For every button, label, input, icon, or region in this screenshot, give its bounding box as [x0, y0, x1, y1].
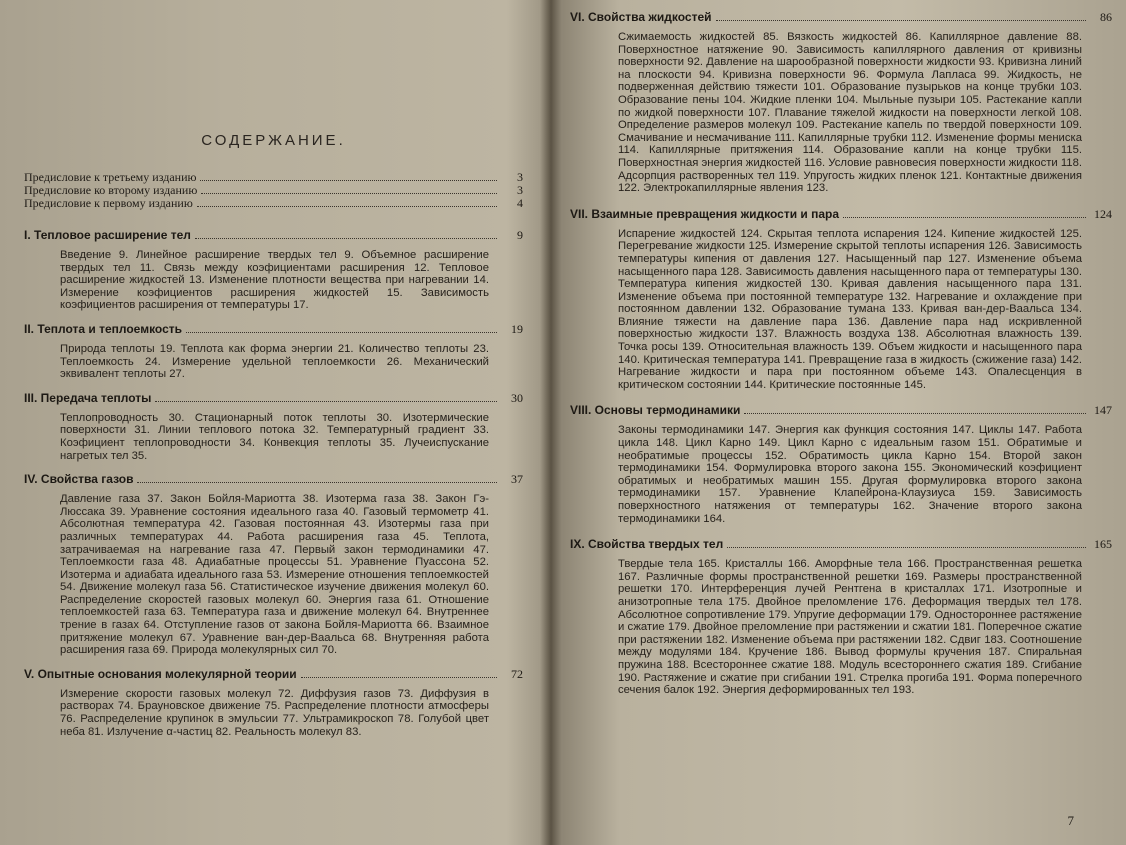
- left-page: [0, 0, 545, 845]
- chapter-heading: [24, 472, 523, 487]
- toc-title: СОДЕРЖАНИЕ.: [201, 132, 346, 149]
- chapter-title: I. Тепловое расширение тел: [24, 228, 191, 242]
- chapter-contents: Измерение скорости газовых молекул 72. Диффузия газов 73. Диффузия в растворах 74. Брауновское движение 75. Распределение плотности атмосферы 76. Распределение крупинок в эмульсии 77. Ультрамикроскоп 78. Голубой цвет неба 81. Излучение α-частиц 82. Реальность молекул 83.: [60, 687, 489, 738]
- preface-entry: [24, 197, 523, 210]
- chapter-title: IV. Свойства газов: [24, 472, 134, 487]
- chapter-contents: Теплопроводность 30. Стационарный поток теплоты 30. Изотермические поверхности 31. Линии теплового потока 32. Температурный градиент 33. Коэфициент теплопроводности 34. Конвекция теплоты 35. Лучеиспускание нагретых тел 35.: [60, 411, 489, 462]
- page-number: 7: [1067, 813, 1074, 828]
- chapter-contents: Природа теплоты 19. Теплота как форма энергии 21. Количество теплоты 23. Теплоемкость 24. Измерение удельной теплоемкости 26. Механический эквивалент теплоты 27.: [60, 342, 489, 381]
- preface-list: [24, 171, 523, 210]
- dot-leader: [197, 205, 497, 207]
- preface-label: Предисловие к первому изданию: [24, 196, 193, 210]
- preface-label: Предисловие к третьему изданию: [24, 170, 197, 184]
- chapter-title: VIII. Основы термодинамики: [570, 403, 741, 418]
- preface-label: Предисловие ко второму изданию: [24, 183, 198, 197]
- chapter-page: 30: [511, 390, 523, 405]
- chapter-title: V. Опытные основания молекулярной теории: [24, 666, 297, 681]
- chapter-page: 19: [511, 321, 523, 336]
- right-page: [560, 0, 1126, 845]
- chapter-contents: Испарение жидкостей 124. Скрытая теплота испарения 124. Кипение жидкостей 125. Перегревание жидкости 125. Измерение скрытой теплоты испарения 126. Зависимость температуры кипения от давления 127. Насыщенный пар 127. Изменение объема насыщенного пара 128. Зависимость давления насыщенного пара от температуры 130. Температура кипения жидкостей 130. Кривая давления насыщенного пара 131. Изменение объема при постоянной температуре 132. Нагревание и охлаждение при постоянном давлении 132. Образование тумана 133. Кривая ван-дер-Ваальса 134. Влияние тяжести на давление пара 136. Давление пара над искривленной поверхностью жидкости 137. Влажность воздуха 138. Абсолютная влажность 139. Точка росы 139. Относительная влажность 139. Объем жидкости и насыщенного пара 140. Критическая температура 141. Превращение газа в жидкость (сжижение газа) 142. Нагревание жидкости и пара при постоянном объеме 143. Опалесценция в критическом состоянии 144. Критические постоянные 145.: [618, 227, 1082, 391]
- preface-page: 3: [517, 183, 523, 197]
- chapter-heading: [24, 667, 523, 682]
- chapter-contents: Сжимаемость жидкостей 85. Вязкость жидкостей 86. Капиллярное давление 88. Поверхностное натяжение 90. Зависимость капиллярного давления от кривизны поверхности 92. Давление на шарообразной поверхности жидкости 93. Кривизна линий на плоскости 94. Кривизна поверхности 96. Формула Лапласа 99. Жидкость, не подверженная действию тяжести 101. Образование пузырьков на конце трубки 103. Образование пены 104. Жидкие пленки 104. Мыльные пузыри 105. Растекание капли по жидкой поверхности 107. Плавание тяжелой жидкости на поверхности легкой 108. Определение размеров молекул 109. Растекание капель по твердой поверхности 109. Смачивание и несмачивание 111. Капиллярные трубки 112. Изменение формы мениска 114. Капиллярные притяжения 114. Образование капли на конце трубки 115. Поверхностная энергия жидкостей 116. Условие равновесия поверхности жидкости 118. Адсорпция растворенных тел 119. Упругость жидких пленок 121. Контактные движения 122. Электрокапиллярные явления 123.: [618, 31, 1082, 195]
- chapter-page: 72: [511, 666, 523, 681]
- dot-leader: [201, 192, 497, 194]
- dot-leader: [727, 546, 1086, 548]
- chapter-heading: [570, 403, 1112, 418]
- dot-leader: [155, 400, 497, 402]
- preface-page: 3: [517, 170, 523, 184]
- chapter-title: IX. Свойства твердых тел: [570, 537, 724, 552]
- chapter-page: 124: [1094, 206, 1112, 221]
- dot-leader: [200, 179, 497, 181]
- chapter-contents: Введение 9. Линейное расширение твердых тел 9. Объемное расширение твердых тел 11. Связь между коэфициентами расширения 12. Тепловое расширение жидкостей 13. Изменение плотности вещества при нагревании 14. Измерение коэфициентов расширения жидкостей 15. Зависимость коэфициентов расширения от температуры 17.: [60, 249, 489, 312]
- chapter-page: 147: [1094, 403, 1112, 418]
- chapter-contents: Давление газа 37. Закон Бойля-Мариотта 38. Изотерма газа 38. Закон Гэ-Люссака 39. Уравнение состояния идеального газа 40. Газовый термометр 41. Абсолютная температура 42. Газовая постоянная 43. Изотермы газа при различных температурах 44. Работа расширения газа 45. Теплота, затрачиваемая на нагревание газа 47. Первый закон термодинамики 47. Теплоемкости газа 48. Адиабатные процессы 51. Уравнение Пуассона 52. Изотерма и адиабата идеального газа 53. Измерение отношения теплоемкостей 54. Движение молекул газа 56. Статистическое изучение движения молекул 60. Распределение скоростей газовых молекул 60. Энергия газа 61. Отношение теплоемкостей газа 63. Температура газа и движение молекул 64. Внутреннее трение в газах 64. Отступление газов от закона Бойля-Мариотта 66. Взаимное притяжение молекул 67. Уравнение ван-дер-Ваальса 68. Внутренняя работа расширения газа 69. Природа молекулярных сил 70.: [60, 493, 489, 657]
- chapter-heading: [570, 537, 1112, 552]
- chapter-entry: [24, 667, 523, 738]
- chapter-heading: [570, 10, 1112, 25]
- chapter-entry: [24, 322, 523, 381]
- chapter-page: 86: [1100, 10, 1112, 24]
- dot-leader: [843, 216, 1086, 218]
- chapter-title: VI. Свойства жидкостей: [570, 10, 712, 24]
- dot-leader: [195, 237, 497, 239]
- chapter-heading: [24, 391, 523, 406]
- dot-leader: [137, 481, 497, 483]
- dot-leader: [186, 331, 497, 333]
- chapter-heading: [24, 322, 523, 337]
- chapter-heading: [24, 228, 523, 243]
- chapter-page: 37: [511, 472, 523, 487]
- chapter-entry: [570, 10, 1112, 195]
- dot-leader: [301, 676, 497, 678]
- dot-leader: [744, 412, 1086, 414]
- preface-page: 4: [517, 196, 523, 210]
- chapter-contents: Твердые тела 165. Кристаллы 166. Аморфные тела 166. Пространственная решетка 167. Различные формы пространственной решетки 169. Размеры пространственной решетки 170. Интерференция лучей Рентгена в кристаллах 171. Изотропные и анизотропные тела 175. Двойное преломление 176. Деформация твердых тел 178. Абсолютное сопротивление 179. Упругие деформации 179. Одностороннее растяжение и сжатие 179. Двойное преломление при растяжении и сжатии 181. Поперечное сжатие при растяжении 182. Изменение объема при растяжении 182. Сдвиг 183. Соотношение между модулями 184. Кручение 186. Вывод формулы кручения 187. Спиральная пружина 188. Всестороннее сжатие 188. Модуль всестороннего сжатия 189. Сгибание 190. Растяжение и сжатие при сгибании 191. Стрелка прогиба 191. Форма поперечного сечения балок 192. Энергия деформированных тел 193.: [618, 558, 1082, 697]
- chapter-entry: [570, 537, 1112, 697]
- chapter-title: II. Теплота и теплоемкость: [24, 321, 183, 336]
- chapter-title: VII. Взаимные превращения жидкости и пара: [570, 206, 840, 221]
- chapter-entry: [570, 207, 1112, 392]
- dot-leader: [716, 19, 1087, 21]
- chapter-title: III. Передача теплоты: [24, 390, 152, 405]
- chapter-entry: [24, 391, 523, 462]
- chapter-heading: [570, 207, 1112, 222]
- chapter-entry: [24, 472, 523, 657]
- chapter-page: 165: [1094, 537, 1112, 552]
- chapter-contents: Законы термодинамики 147. Энергия как функция состояния 147. Циклы 147. Работа цикла 148. Цикл Карно 149. Цикл Карно с идеальным газом 151. Обратимые и необратимые процессы 152. Обратимость цикла Карно 154. Второй закон термодинамики 154. Формулировка второго закона 155. Экономический коэфициент обратимых и необратимых машин 155. Другая формулировка второго закона термодинамики 157. Уравнение Клапейрона-Клаузиуса 159. Зависимость поверхностного натяжения от температуры 162. Значение второго закона термодинамики 164.: [618, 424, 1082, 525]
- chapter-entry: [570, 403, 1112, 525]
- chapter-entry: [24, 228, 523, 312]
- chapter-page: 9: [517, 228, 523, 242]
